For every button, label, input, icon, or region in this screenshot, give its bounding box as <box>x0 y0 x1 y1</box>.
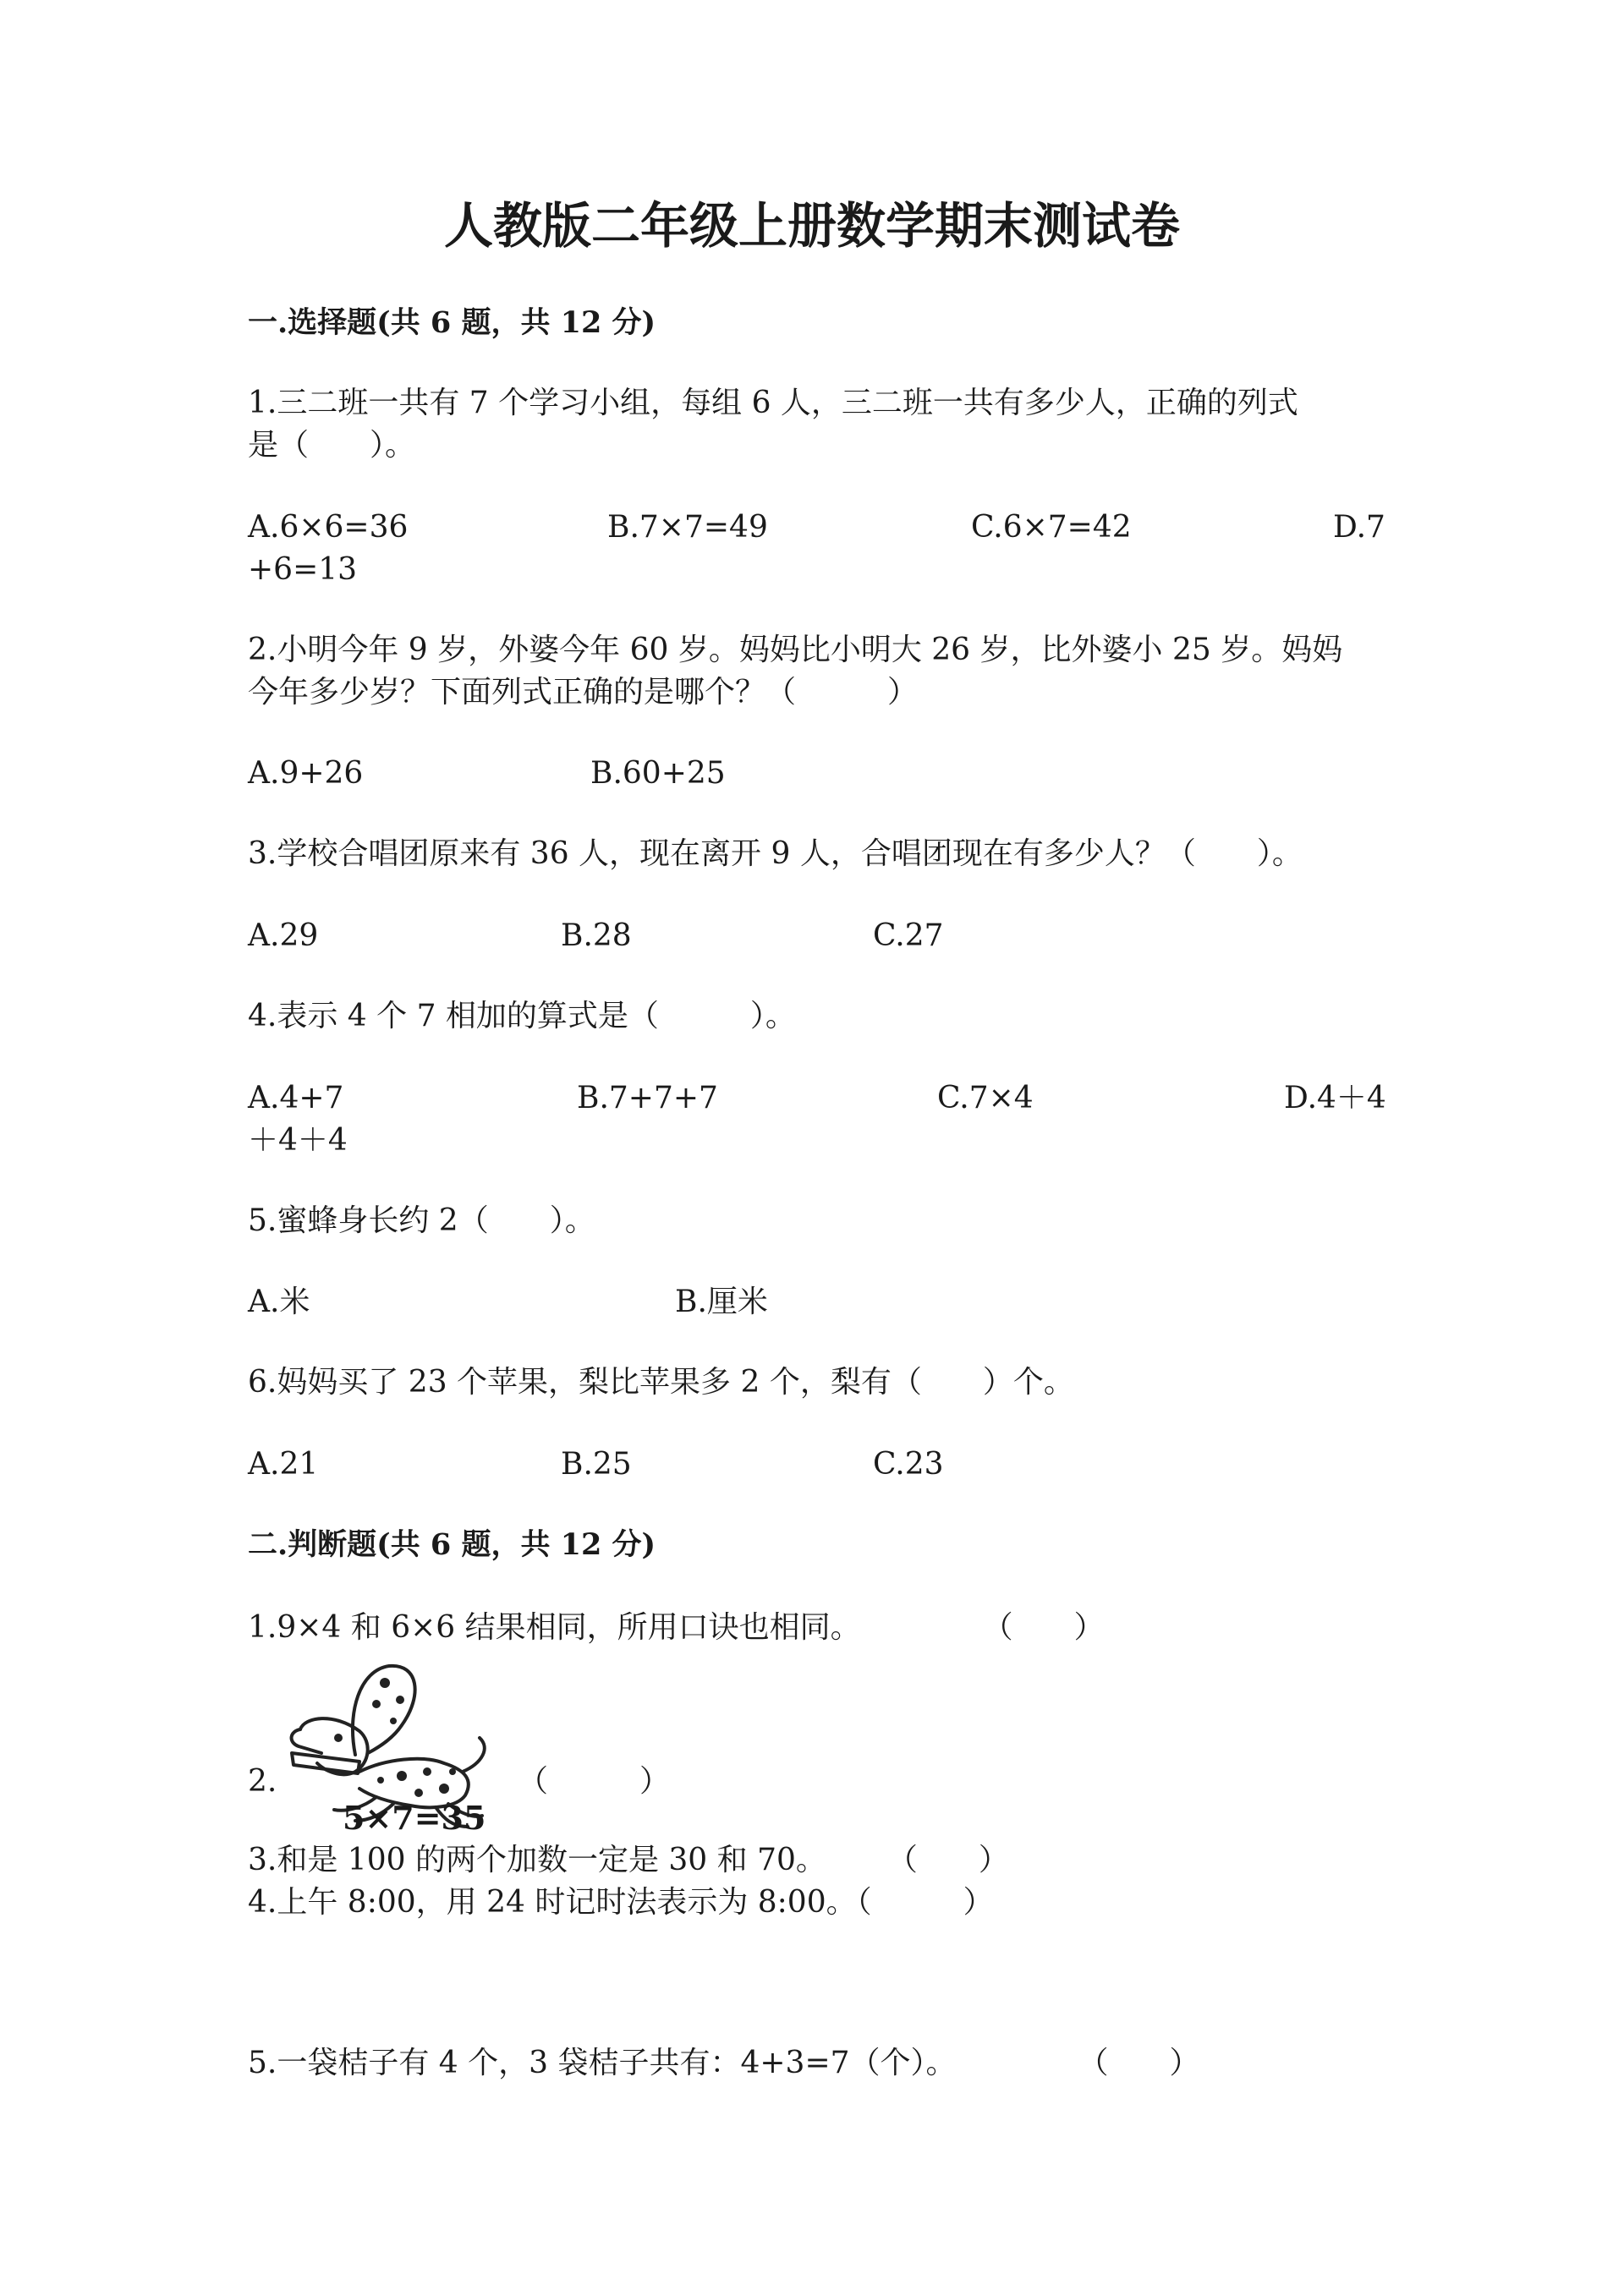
judge-item-3: 3.和是 100 的两个加数一定是 30 和 70。 （ ） <box>248 1843 1009 1877</box>
q6-option-b[interactable]: B.25 <box>561 1447 632 1482</box>
q5-option-a[interactable]: A.米 <box>248 1285 310 1319</box>
section-heading-true-false: 二.判断题(共 6 题，共 12 分) <box>248 1527 656 1562</box>
judge-item-5: 5.一袋桔子有 4 个，3 袋桔子共有：4+3=7（个）。 （ ） <box>248 2046 1200 2080</box>
judge-item-2-bracket[interactable]: （ ） <box>518 1764 671 1799</box>
q1-option-d[interactable]: D.7 <box>1333 510 1385 545</box>
q6-option-c[interactable]: C.23 <box>873 1447 944 1482</box>
question-1-line-2: 是（ ）。 <box>248 428 416 463</box>
question-3-line-1: 3.学校合唱团原来有 36 人，现在离开 9 人，合唱团现在有多少人？（ ）。 <box>248 836 1303 871</box>
q4-option-d[interactable]: D.4＋4 <box>1284 1081 1386 1115</box>
q1-option-c[interactable]: C.6×7=42 <box>971 510 1132 545</box>
q3-option-a[interactable]: A.29 <box>248 918 319 953</box>
q4-option-c[interactable]: C.7×4 <box>937 1081 1034 1115</box>
question-2-line-2: 今年多少岁？下面列式正确的是哪个？（ ） <box>248 675 919 710</box>
question-5-line-1: 5.蜜蜂身长约 2（ ）。 <box>248 1203 595 1238</box>
page-title: 人教版二年级上册数学期末测试卷 <box>443 197 1180 255</box>
question-6-line-1: 6.妈妈买了 23 个苹果，梨比苹果多 2 个，梨有（ ）个。 <box>248 1365 1074 1400</box>
q4-option-d-wrap: ＋4＋4 <box>248 1123 348 1158</box>
q4-option-b[interactable]: B.7+7+7 <box>577 1081 718 1115</box>
section-heading-choice: 一.选择题(共 6 题，共 12 分) <box>248 305 656 340</box>
judge-item-4: 4.上午 8:00，用 24 时记时法表示为 8:00。（ ） <box>248 1885 994 1920</box>
judge-item-1: 1.9×4 和 6×6 结果相同，所用口诀也相同。 （ ） <box>248 1610 1105 1645</box>
q3-option-b[interactable]: B.28 <box>561 918 632 953</box>
q3-option-c[interactable]: C.27 <box>873 918 944 953</box>
question-1-line-1: 1.三二班一共有 7 个学习小组，每组 6 人，三二班一共有多少人，正确的列式 <box>248 386 1298 420</box>
q1-option-a[interactable]: A.6×6=36 <box>248 510 409 545</box>
q4-option-a[interactable]: A.4+7 <box>248 1081 344 1115</box>
figure-caption: 5×7=35 <box>343 1799 486 1837</box>
question-2-line-1: 2.小明今年 9 岁，外婆今年 60 岁。妈妈比小明大 26 岁，比外婆小 25 岁。妈妈 <box>248 633 1343 667</box>
q1-option-d-wrap: +6=13 <box>248 552 358 587</box>
q5-option-b[interactable]: B.厘米 <box>675 1285 768 1319</box>
question-4-line-1: 4.表示 4 个 7 相加的算式是（ ）。 <box>248 999 796 1033</box>
q1-option-b[interactable]: B.7×7=49 <box>607 510 768 545</box>
q2-option-a[interactable]: A.9+26 <box>248 756 364 791</box>
q6-option-a[interactable]: A.21 <box>248 1447 319 1482</box>
judge-item-2: 2. <box>248 1764 277 1799</box>
q2-option-b[interactable]: B.60+25 <box>590 756 726 791</box>
